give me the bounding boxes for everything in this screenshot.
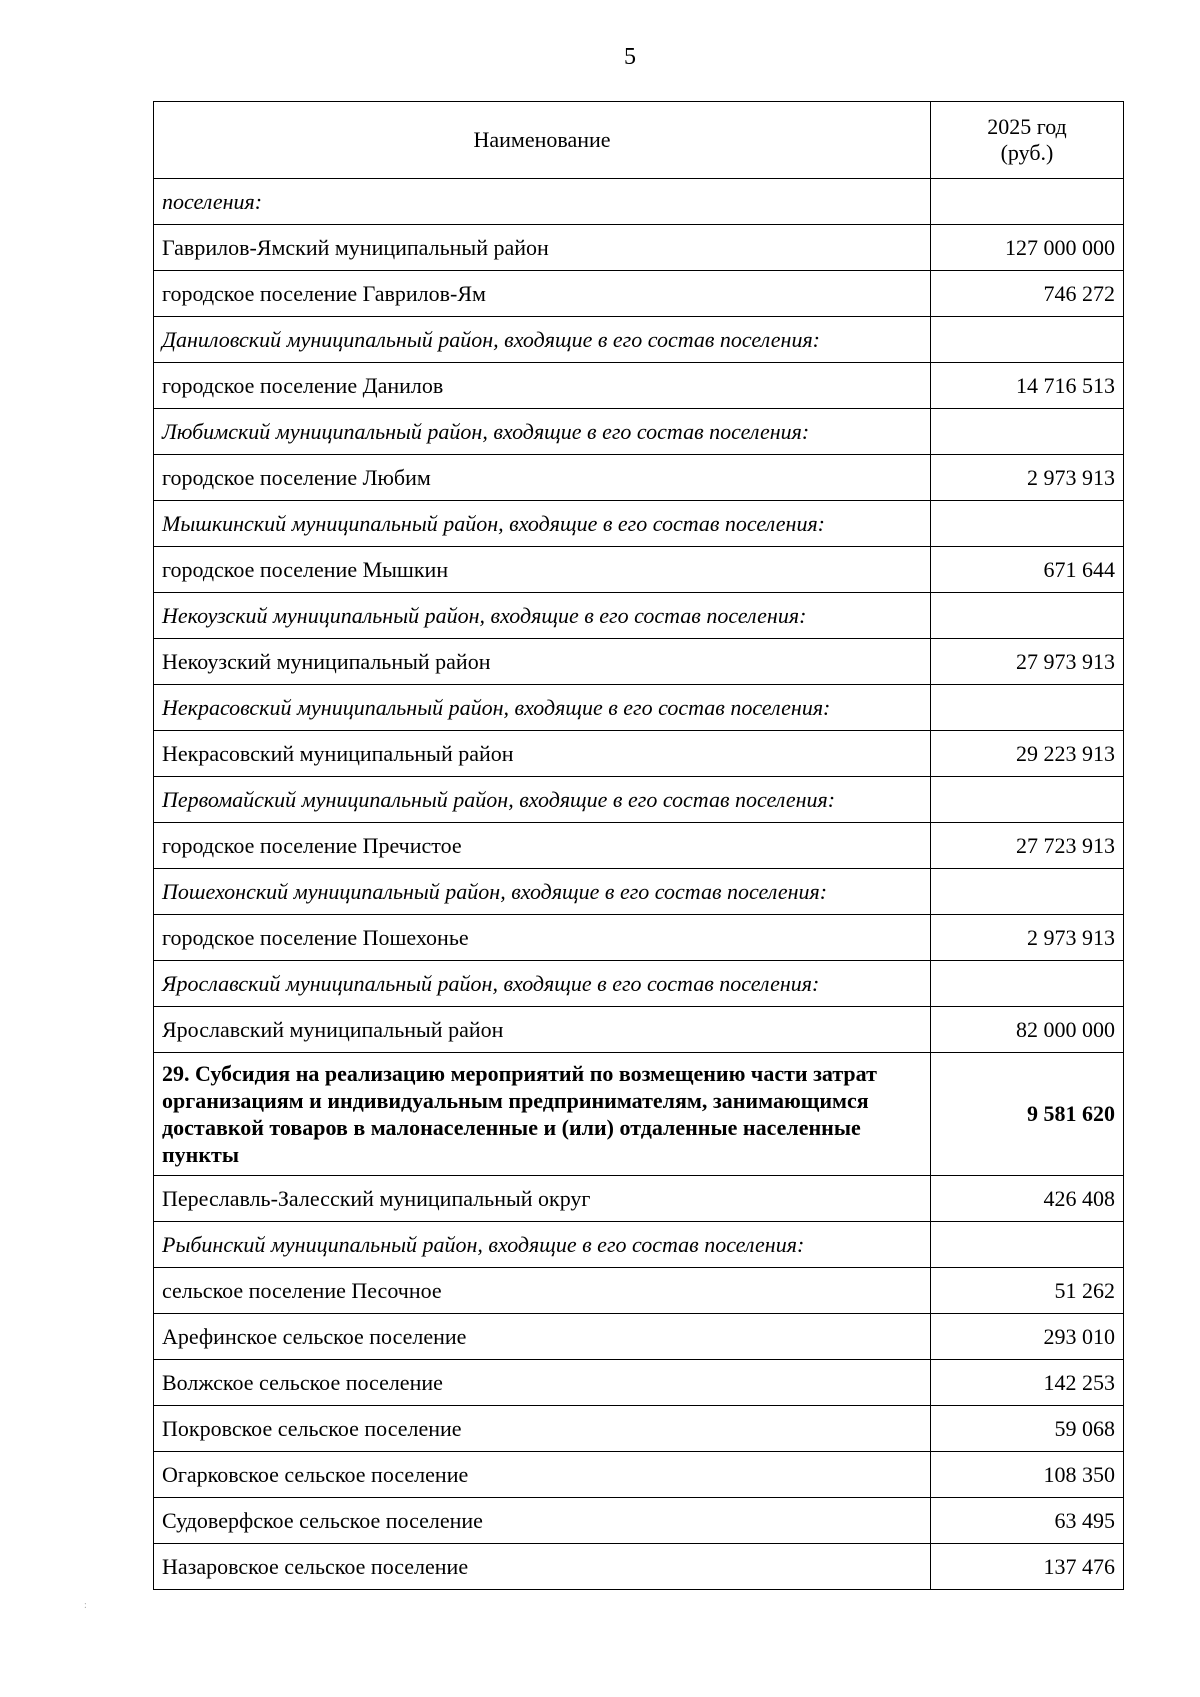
table-row [154,823,1124,869]
page-number: 5 [624,44,636,70]
row-amount: 59 068 [931,1406,1124,1452]
table-row [154,225,1124,271]
row-name: Назаровское сельское поселение [154,1544,931,1590]
row-name: Судоверфское сельское поселение [154,1498,931,1544]
table-row [154,547,1124,593]
row-name: Огарковское сельское поселение [154,1452,931,1498]
row-name: Рыбинский муниципальный район, входящие в его состав поселения: [154,1222,931,1268]
row-amount: 63 495 [931,1498,1124,1544]
row-name: Первомайский муниципальный район, входящие в его состав поселения: [154,777,931,823]
row-amount: 27 723 913 [931,823,1124,869]
row-amount: 27 973 913 [931,639,1124,685]
row-amount: 746 272 [931,271,1124,317]
table-row [154,1176,1124,1222]
row-name: Мышкинский муниципальный район, входящие в его состав поселения: [154,501,931,547]
row-amount: 82 000 000 [931,1007,1124,1053]
row-name: сельское поселение Песочное [154,1268,931,1314]
table-row [154,179,1124,225]
row-name: Ярославский муниципальный район, входящие в его состав поселения: [154,961,931,1007]
row-amount: 293 010 [931,1314,1124,1360]
row-amount: 142 253 [931,1360,1124,1406]
table-row [154,915,1124,961]
row-amount: 2 973 913 [931,455,1124,501]
row-amount [931,317,1124,363]
row-amount [931,593,1124,639]
row-amount [931,777,1124,823]
row-amount [931,1222,1124,1268]
margin-mark: : [84,1600,87,1611]
row-name: Любимский муниципальный район, входящие в его состав поселения: [154,409,931,455]
row-name: Волжское сельское поселение [154,1360,931,1406]
header-year-line2: (руб.) [1000,140,1054,165]
row-amount: 671 644 [931,547,1124,593]
row-name: Некоузский муниципальный район, входящие в его состав поселения: [154,593,931,639]
table-row [154,1053,1124,1176]
table-row [154,409,1124,455]
table-row [154,593,1124,639]
row-amount: 108 350 [931,1452,1124,1498]
table-body [154,179,1124,1590]
table-row [154,777,1124,823]
table-row [154,685,1124,731]
row-name: городское поселение Пречистое [154,823,931,869]
row-name: 29. Субсидия на реализацию мероприятий по возмещению части затрат организациям и индивидуальным предпринимателям, занимающимся доставкой товаров в малонаселенные и (или) отдаленные населенные пункты [154,1053,931,1176]
table-row [154,1452,1124,1498]
row-name: Даниловский муниципальный район, входящие в его состав поселения: [154,317,931,363]
table-row [154,869,1124,915]
row-name: Некрасовский муниципальный район [154,731,931,777]
table-row [154,1268,1124,1314]
row-name: Ярославский муниципальный район [154,1007,931,1053]
row-name: Пошехонский муниципальный район, входящие в его состав поселения: [154,869,931,915]
row-name: городское поселение Данилов [154,363,931,409]
table-row [154,1222,1124,1268]
table-row [154,639,1124,685]
table-row [154,961,1124,1007]
table-row [154,271,1124,317]
table-row [154,1498,1124,1544]
table-row [154,1544,1124,1590]
row-name: городское поселение Мышкин [154,547,931,593]
table-row [154,1314,1124,1360]
table-row [154,1360,1124,1406]
table-row [154,731,1124,777]
row-amount [931,179,1124,225]
row-amount [931,869,1124,915]
budget-table [153,101,1124,1590]
row-amount: 14 716 513 [931,363,1124,409]
row-amount: 426 408 [931,1176,1124,1222]
row-amount [931,685,1124,731]
table-row [154,455,1124,501]
row-name: Гаврилов-Ямский муниципальный район [154,225,931,271]
row-amount: 9 581 620 [931,1053,1124,1176]
table-row [154,501,1124,547]
row-amount [931,961,1124,1007]
row-amount: 137 476 [931,1544,1124,1590]
row-name: поселения: [154,179,931,225]
header-name: Наименование [154,102,931,179]
row-name: городское поселение Любим [154,455,931,501]
table-row [154,363,1124,409]
header-year [931,102,1124,179]
row-name: Некрасовский муниципальный район, входящие в его состав поселения: [154,685,931,731]
row-name: городское поселение Пошехонье [154,915,931,961]
table-row [154,1007,1124,1053]
table-row [154,317,1124,363]
row-amount: 51 262 [931,1268,1124,1314]
table-row [154,1406,1124,1452]
header-year-line1: 2025 год [987,114,1067,139]
row-name: Некоузский муниципальный район [154,639,931,685]
row-amount: 2 973 913 [931,915,1124,961]
row-name: Покровское сельское поселение [154,1406,931,1452]
row-name: Переславль-Залесский муниципальный округ [154,1176,931,1222]
row-amount: 127 000 000 [931,225,1124,271]
row-amount: 29 223 913 [931,731,1124,777]
row-name: городское поселение Гаврилов-Ям [154,271,931,317]
row-name: Арефинское сельское поселение [154,1314,931,1360]
row-amount [931,409,1124,455]
row-amount [931,501,1124,547]
table-header-row [154,102,1124,179]
